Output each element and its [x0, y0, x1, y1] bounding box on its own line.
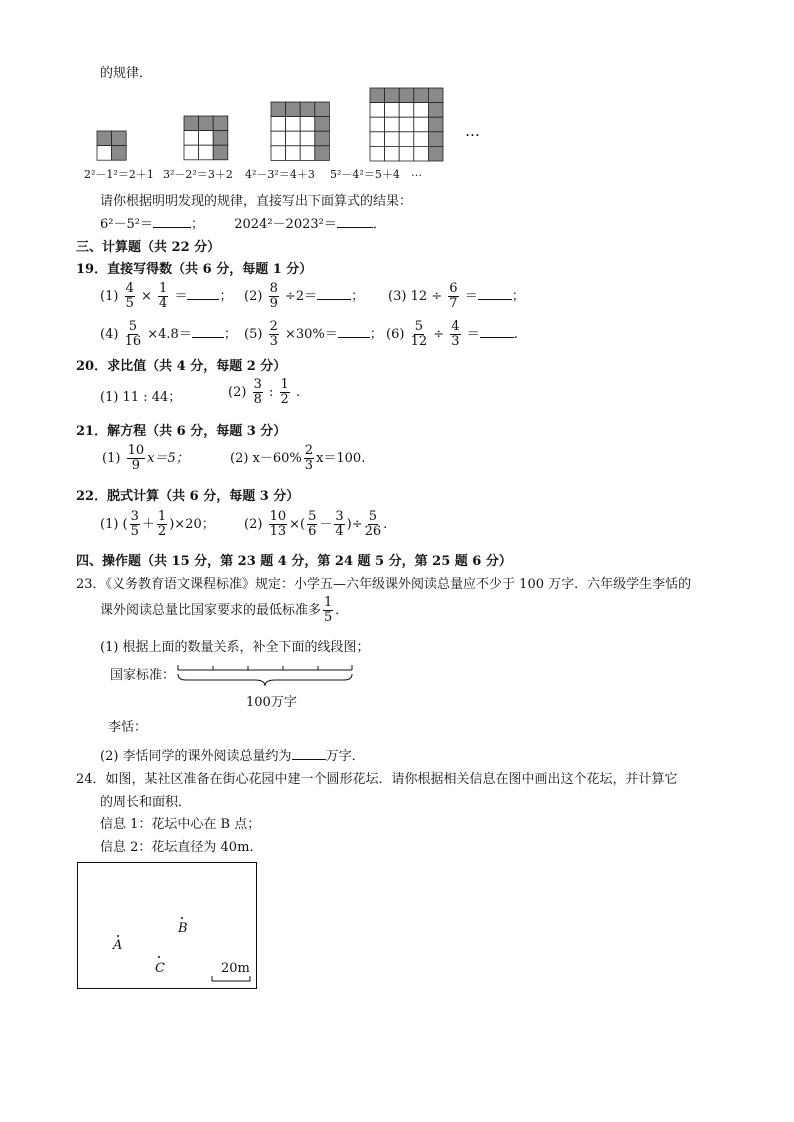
answer-blank[interactable] [337, 215, 373, 228]
grid-cell [399, 117, 414, 132]
q22-title: 22．脱式计算（共 6 分，每题 3 分） [76, 489, 300, 504]
pattern-caption-3: 4²－3²＝4＋3 [245, 168, 315, 181]
grid-cell [428, 103, 443, 118]
intro-text: 的规律． [100, 66, 153, 81]
grid-cell [271, 131, 286, 146]
square-pattern-figures [0, 0, 794, 180]
grid-cell [385, 103, 400, 118]
answer-blank[interactable] [292, 747, 326, 760]
grid-cell [428, 88, 443, 103]
grid-cell [199, 131, 214, 146]
grid-cell [428, 146, 443, 161]
q19-item-3: (3) 12 ÷ $\frac{6}{7}$ ＝ ； [388, 281, 525, 311]
grid-cell [286, 131, 301, 146]
answer-blank[interactable] [187, 287, 219, 300]
pattern-caption-4: 5²－4²＝5＋4 [330, 168, 400, 181]
answer-blank[interactable] [317, 287, 351, 300]
brace-label: 100万字 [246, 695, 297, 710]
pattern-caption-5: … [411, 166, 422, 179]
pattern-instruction: 请你根据明明发现的规律，直接写出下面算式的结果： [100, 194, 413, 209]
point-b-label: B [178, 921, 188, 936]
section-4-title: 四、操作题（共 15 分，第 23 题 4 分，第 24 题 5 分，第 25 题 6 分） [76, 554, 512, 569]
grid-cell [271, 146, 286, 161]
grid-cell [315, 146, 330, 161]
grid-cell [213, 131, 228, 146]
grid-cell [414, 103, 429, 118]
q22-item-1: (1) ( $\frac{3}{5}$ ＋ $\frac{1}{2}$ )×20； [100, 509, 215, 539]
grid-cell [300, 146, 315, 161]
grid-cell [370, 88, 385, 103]
grid-cell [286, 146, 301, 161]
q23-text-line2: 课外阅读总量比国家要求的最低标准多 $\frac{1}{5}$ ． [100, 595, 349, 625]
answer-blank[interactable] [338, 325, 370, 338]
li-tian-label: 李恬： [108, 720, 148, 735]
grid-cell [370, 103, 385, 118]
q21-item-2: (2) x－60% $\frac{2}{3}$ x＝100. [230, 443, 366, 473]
grid-cell [385, 88, 400, 103]
answer-blank[interactable] [192, 325, 224, 338]
grid-cell [271, 102, 286, 117]
grid-cell [97, 146, 112, 161]
grid-cell [414, 132, 429, 147]
grid-cell [385, 146, 400, 161]
grid-cell [370, 146, 385, 161]
answer-blank[interactable] [480, 325, 514, 338]
point-a-dot [117, 935, 119, 937]
grid-cell [414, 88, 429, 103]
grid-cell [428, 132, 443, 147]
q20-title: 20．求比值（共 4 分，每题 2 分） [76, 359, 287, 374]
q22-item-2: (2) $\frac{10}{13}$ ×( $\frac{5}{6}$ － $\frac{3}{4}$ )÷ $\frac{5}{26}$ . [244, 509, 388, 539]
grid-cell [315, 131, 330, 146]
grid-cell [399, 103, 414, 118]
grid-cell [385, 132, 400, 147]
grid-cell [399, 132, 414, 147]
grid-cell [112, 146, 127, 161]
section-3-title: 三、计算题（共 22 分） [76, 240, 221, 255]
point-a-label: A [113, 938, 123, 953]
grid-cell [399, 88, 414, 103]
grid-cell [184, 131, 199, 146]
q24-text-line1: 24．如图，某社区准备在街心花园中建一个圆形花坛．请你根据相关信息在图中画出这个花坛，并计算它 [76, 772, 678, 787]
q19-item-5: (5) $\frac{2}{3}$ ×30%＝ ； [244, 319, 383, 349]
grid-cell [370, 132, 385, 147]
grid-cell [315, 117, 330, 132]
q19-item-2: (2) $\frac{8}{9}$ ÷2＝ ； [244, 281, 365, 311]
grid-cell [213, 145, 228, 160]
grid-cell [300, 117, 315, 132]
scale-label: 20m [221, 961, 250, 976]
point-c-label: C [155, 961, 165, 976]
q21-title: 21．解方程（共 6 分，每题 3 分） [76, 424, 287, 439]
grid-cell [428, 117, 443, 132]
q23-part1: (1) 根据上面的数量关系，补全下面的线段图； [100, 640, 370, 655]
pattern-caption-1: 2²－1²＝2＋1 [84, 168, 154, 181]
scale-bar [212, 976, 257, 982]
grid-cell [97, 131, 112, 146]
grid-cell [112, 131, 127, 146]
grid-cell [370, 117, 385, 132]
point-c-dot [158, 956, 160, 958]
q23-part2: (2) 李恬同学的课外阅读总量约为 万字． [100, 749, 365, 764]
q23-text-line1: 23．《义务教育语文课程标准》规定：小学五—六年级课外阅读总量应不少于 100 万字．六年级学生李恬的 [76, 577, 692, 592]
grid-cell [414, 117, 429, 132]
grid-cell [315, 102, 330, 117]
answer-blank[interactable] [153, 215, 191, 228]
grid-cell [271, 117, 286, 132]
grid-cell [385, 117, 400, 132]
q19-item-4: (4) $\frac{5}{16}$ ×4.8＝ ； [100, 319, 237, 349]
grid-cell [300, 131, 315, 146]
grid-cell [399, 146, 414, 161]
answer-blank[interactable] [478, 287, 512, 300]
pattern-ellipsis: … [465, 122, 480, 140]
grid-cell [213, 116, 228, 131]
q20-item-2: (2) $\frac{3}{8}$ : $\frac{1}{2}$ . [228, 377, 301, 407]
grid-cell [286, 102, 301, 117]
line-segment-diagram [170, 660, 370, 690]
national-standard-label: 国家标准： [110, 668, 176, 683]
q24-text-line2: 的周长和面积． [100, 795, 192, 810]
q21-item-1: (1) $\frac{10}{9}$ x＝5； [102, 443, 189, 473]
grid-cell [184, 116, 199, 131]
grid-cell [184, 145, 199, 160]
q19-item-1: (1) $\frac{4}{5}$ × $\frac{1}{4}$ ＝ ； [100, 281, 233, 311]
point-b-dot [181, 917, 183, 919]
grid-cell [414, 146, 429, 161]
grid-cell [199, 145, 214, 160]
q19-title: 19．直接写得数（共 6 分，每题 1 分） [76, 262, 313, 277]
pattern-questions: 6²－5²＝ ； 2024²－2023²＝ ． [100, 217, 386, 232]
grid-cell [199, 116, 214, 131]
grid-cell [300, 102, 315, 117]
q24-info1: 信息 1：花坛中心在 B 点； [100, 817, 261, 832]
q20-item-1: (1) 11 : 44； [100, 390, 182, 405]
q19-item-6: (6) $\frac{5}{12}$ ÷ $\frac{4}{3}$ ＝ . [386, 319, 518, 349]
grid-cell [286, 117, 301, 132]
q24-info2: 信息 2：花坛直径为 40m. [100, 840, 254, 855]
pattern-caption-2: 3²－2²＝3＋2 [163, 168, 233, 181]
